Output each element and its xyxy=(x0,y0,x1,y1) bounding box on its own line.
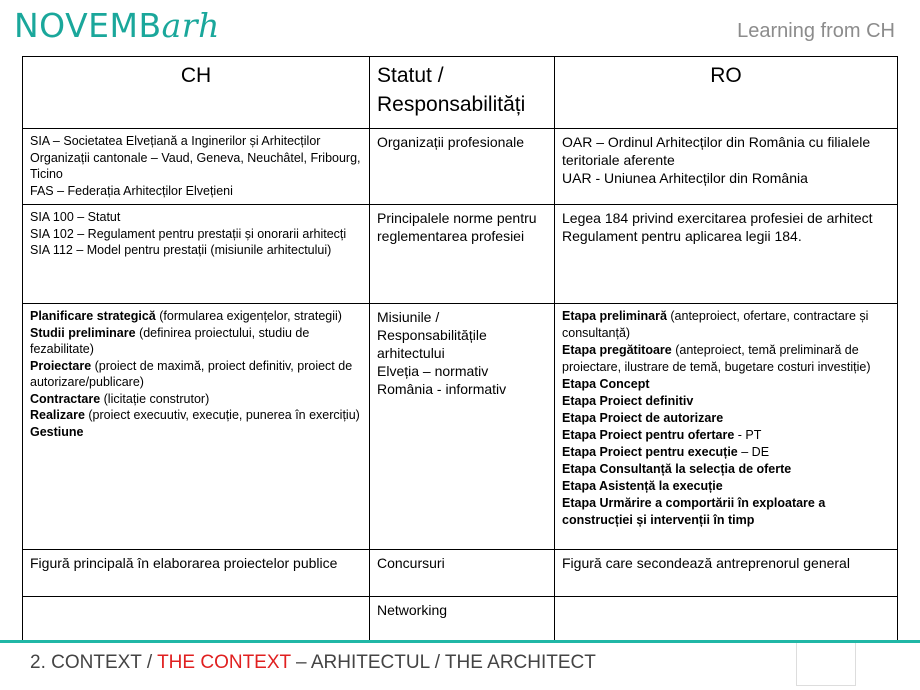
cell-line: Principalele norme pentru reglementarea profesiei xyxy=(377,210,537,244)
cell-line xyxy=(30,407,362,424)
header-status: Statut / Responsabilități xyxy=(370,57,555,129)
cell-line: Organizații profesionale xyxy=(377,134,525,150)
footer-part-1: 2. CONTEXT / xyxy=(30,652,158,673)
cell-ch-networking xyxy=(23,597,370,642)
cell-line xyxy=(30,358,362,391)
table-row xyxy=(23,304,898,550)
cell-line: România - informativ xyxy=(377,381,507,397)
cell-line xyxy=(562,393,890,410)
logo-script-text: arh xyxy=(161,6,220,45)
cell-line: Misiunile / Responsabilitățile arhitectului xyxy=(377,309,487,361)
cell-ro-competitions xyxy=(555,550,898,597)
bold-term: Realizare xyxy=(30,408,85,422)
cell-ro-organizations xyxy=(555,129,898,205)
cell-line: Organizații cantonale – Vaud, Geneva, Neuchâtel, Fribourg, Ticino xyxy=(30,150,361,181)
term-detail: (formularea exigențelor, strategii) xyxy=(155,309,342,323)
bold-term: Etapa Proiect pentru execuție xyxy=(562,445,738,459)
cell-line: Figură care secondează antreprenorul general xyxy=(562,555,850,571)
bold-term: Contractare xyxy=(30,391,101,406)
cell-line: SIA – Societatea Elvețiană a Inginerilor și Arhitecților xyxy=(30,134,321,148)
term-detail: - PT xyxy=(734,428,762,442)
bold-term: Etapa pregătitoare xyxy=(562,343,672,357)
term-detail: (proiect execuutiv, execuție, punerea în exercițiu) xyxy=(84,408,360,422)
cell-status-missions xyxy=(370,304,555,550)
cell-line: Networking xyxy=(377,602,448,618)
cell-line xyxy=(562,376,890,393)
cell-ch-norms xyxy=(23,205,370,304)
cell-line xyxy=(562,495,890,529)
bold-term: Gestiune xyxy=(30,424,84,439)
term-detail: (definirea proiectului, studiu de fezabilitate) xyxy=(30,325,310,356)
header-title: Learning from CH xyxy=(737,20,895,42)
header-ro: RO xyxy=(555,57,898,129)
cell-line xyxy=(30,308,362,325)
table-header-row xyxy=(23,57,898,129)
comparison-table xyxy=(22,56,898,642)
cell-line: SIA 102 – Regulament pentru prestații și onorarii arhitecți xyxy=(30,226,347,241)
cell-line: FAS – Federația Arhitecților Elvețieni xyxy=(30,183,233,198)
term-detail: – DE xyxy=(737,445,770,459)
table-row xyxy=(23,597,898,642)
term-detail: (licitație construtor) xyxy=(100,391,210,406)
bold-term: Etapa preliminară xyxy=(562,309,667,323)
table-row xyxy=(23,550,898,597)
logo-main-text: NOVEMB xyxy=(14,6,162,45)
cell-status-networking xyxy=(370,597,555,642)
cell-line xyxy=(562,478,890,495)
bold-term: Etapa Proiect pentru ofertare xyxy=(562,428,735,442)
cell-ro-missions xyxy=(555,304,898,550)
footer-part-2: THE CONTEXT xyxy=(157,652,291,673)
cell-line xyxy=(562,427,890,444)
bold-term: Etapa Proiect definitiv xyxy=(562,394,694,408)
brand-logo xyxy=(14,6,220,46)
cell-ch-organizations xyxy=(23,129,370,205)
cell-line: Figură principală în elaborarea proiectelor publice xyxy=(30,555,338,571)
bold-term: Etapa Consultanță la selecția de oferte xyxy=(562,462,792,476)
header-ch: CH xyxy=(23,57,370,129)
cell-line: UAR - Uniunea Arhitecților din România xyxy=(562,170,808,186)
cell-line xyxy=(562,342,890,376)
cell-line: SIA 100 – Statut xyxy=(30,210,121,224)
cell-status-competitions xyxy=(370,550,555,597)
term-detail: (proiect de maximă, proiect definitiv, proiect de autorizare/publicare) xyxy=(30,358,353,389)
cell-line xyxy=(30,391,362,408)
cell-status-organizations xyxy=(370,129,555,205)
cell-ro-networking xyxy=(555,597,898,642)
term-detail: (anteproiect, ofertare, contractare și consultanță) xyxy=(562,309,869,340)
cell-ch-competitions xyxy=(23,550,370,597)
cell-line xyxy=(562,444,890,461)
cell-line: Elveția – normativ xyxy=(377,363,489,379)
bold-term: Planificare strategică xyxy=(30,309,156,323)
cell-line: Legea 184 privind exercitarea profesiei de arhitect xyxy=(562,210,873,226)
cell-line: Regulament pentru aplicarea legii 184. xyxy=(562,228,802,244)
footer-part-3: – ARHITECTUL / THE ARCHITECT xyxy=(290,652,596,673)
cell-line: OAR – Ordinul Arhitecților din România cu filialele teritoriale aferente xyxy=(562,134,871,168)
term-detail: (anteproiect, temă preliminară de proiectare, ilustrare de temă, bugetare costuri investiție) xyxy=(562,343,871,374)
cell-line xyxy=(562,461,890,478)
cell-line xyxy=(562,308,890,342)
accent-divider xyxy=(0,640,920,643)
cell-line xyxy=(562,410,890,427)
cell-line: SIA 112 – Model pentru prestații (misiunile arhitectului) xyxy=(30,243,332,257)
cell-ch-missions xyxy=(23,304,370,550)
corner-box xyxy=(796,643,856,686)
table-row xyxy=(23,129,898,205)
table-row xyxy=(23,205,898,304)
bold-term: Proiectare xyxy=(30,358,92,373)
cell-line: Concursuri xyxy=(377,555,445,571)
bold-term: Etapa Proiect de autorizare xyxy=(562,411,724,425)
bold-term: Etapa Asistență la execuție xyxy=(562,479,723,493)
bold-term: Etapa Urmărire a comportării în exploatare a construcției și intervenții în timp xyxy=(562,496,826,527)
cell-ro-norms xyxy=(555,205,898,304)
bold-term: Studii preliminare xyxy=(30,325,136,340)
cell-status-norms xyxy=(370,205,555,304)
cell-line xyxy=(30,424,362,441)
footer-title xyxy=(30,652,596,674)
cell-line xyxy=(30,325,362,358)
bold-term: Etapa Concept xyxy=(562,377,650,391)
